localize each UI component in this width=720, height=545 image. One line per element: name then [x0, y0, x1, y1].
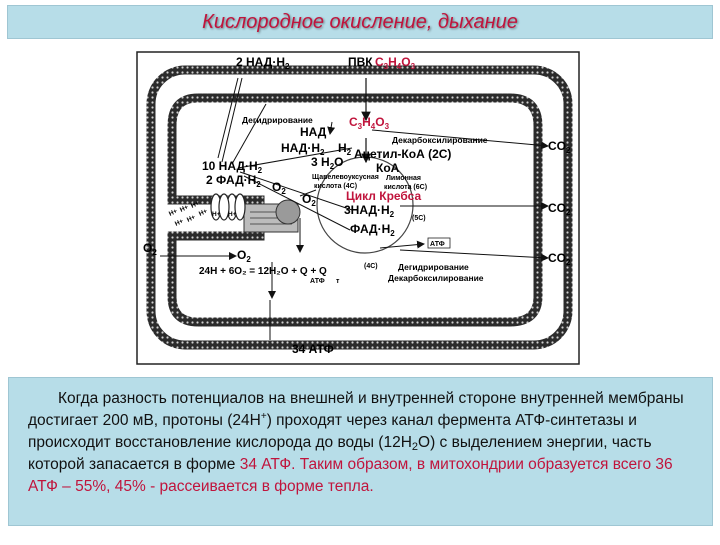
- label-pvk: ПВК: [348, 55, 373, 69]
- label-decarboxylation-top: Декарбоксилирование: [392, 135, 488, 145]
- label-h2: $Н_2$: [338, 141, 352, 157]
- label-co2-1: $CO_2$: [548, 139, 571, 155]
- label-co2-3: $CO_2$: [548, 251, 571, 267]
- explanation-red: 34 АТФ. Таким образом, в митохондрии образуется всего 36 АТФ – 55%, 45% - рассеивается в форме тепла.: [28, 456, 673, 495]
- label-citric-1: Лимонная: [386, 175, 422, 182]
- label-top-nadh2: 2 $НАД\cdot Н_2$: [236, 55, 290, 71]
- label-three-h2o: 3 $Н_2O$: [311, 155, 344, 171]
- explanation-sub-2: 2: [411, 441, 419, 453]
- page-title: Кислородное окисление, дыхание: [202, 10, 518, 33]
- label-krebs-cycle: Цикл Кребса: [346, 189, 422, 203]
- proton-8: Н+: [228, 211, 237, 218]
- proton-6: Н+: [197, 207, 209, 218]
- label-atf-box: АТФ: [430, 241, 445, 248]
- label-ten-nadh2: 10 $НАД\cdot Н_2$: [202, 159, 263, 175]
- label-equation: 24Н + 6O₂ = 12Н₂O + Q + Q: [199, 266, 327, 277]
- explanation-part-2: ) проходят через канал фермента АТФ-синтетазы и происходит восстановление кислорода до воды (12Н: [28, 412, 637, 451]
- label-eq-t: т: [336, 278, 340, 285]
- label-o2-lower: $O_2$: [237, 248, 251, 264]
- label-five-c: (5С): [412, 215, 426, 222]
- label-nad: НАД: [300, 125, 327, 139]
- label-nadh2: $НАД\cdot Н_2$: [281, 141, 325, 157]
- proton-5: Н+: [185, 213, 197, 224]
- label-dehydrogenation-top: Дегидрирование: [242, 115, 313, 125]
- label-two-fadh2: 2 $ФАД\cdot Н_2$: [206, 173, 261, 189]
- label-decarboxylation-bottom: Декарбоксилирование: [388, 273, 484, 283]
- label-o2-left: $O_2$: [143, 241, 157, 257]
- label-pvk-formula-inner: $C_3H_4O_3$: [349, 115, 390, 131]
- proton-7: Н+: [212, 211, 221, 218]
- label-oxaloacetic-2: кислота (4С): [314, 183, 358, 190]
- proton-4: Н+: [173, 217, 185, 228]
- label-fadh2: $ФАД\cdot Н_2$: [350, 222, 395, 238]
- label-four-c: (4С): [364, 263, 378, 270]
- label-dehydrogenation-bottom: Дегидрирование: [398, 262, 469, 272]
- explanation-part-3: О) с выделением энергии, часть которой запасается в форме: [28, 434, 652, 473]
- label-o2-b: $O_2$: [302, 192, 316, 208]
- proton-3: Н+: [189, 199, 201, 210]
- label-coa: КоА: [376, 161, 400, 175]
- label-eq-atf: АТФ: [310, 278, 325, 285]
- atp-synthase-head: [276, 200, 300, 224]
- label-pvk-formula-top: $C_3H_4O_3$: [375, 55, 416, 71]
- label-acetyl-coa: Ацетил-КоА (2С): [354, 147, 452, 161]
- label-oxaloacetic-1: Щавелевоуксусная: [312, 174, 379, 181]
- label-citric-2: кислота (6С): [384, 184, 428, 191]
- proton-1: Н+: [167, 207, 179, 218]
- proton-2: Н+: [178, 203, 190, 214]
- explanation-part-1: Когда разность потенциалов на внешней и внутренней стороне внутренней мембраны достигает 200 мВ, протоны (24Н: [28, 390, 684, 429]
- label-o2-a: $O_2$: [272, 180, 286, 196]
- label-34-atf: 34 АТФ: [292, 342, 334, 356]
- label-co2-2: $CO_2$: [548, 201, 571, 217]
- label-three-nadh2: $3НАД\cdot Н_2$: [344, 203, 395, 219]
- explanation-sup-plus: +: [260, 411, 267, 422]
- explanation-box: [8, 377, 713, 526]
